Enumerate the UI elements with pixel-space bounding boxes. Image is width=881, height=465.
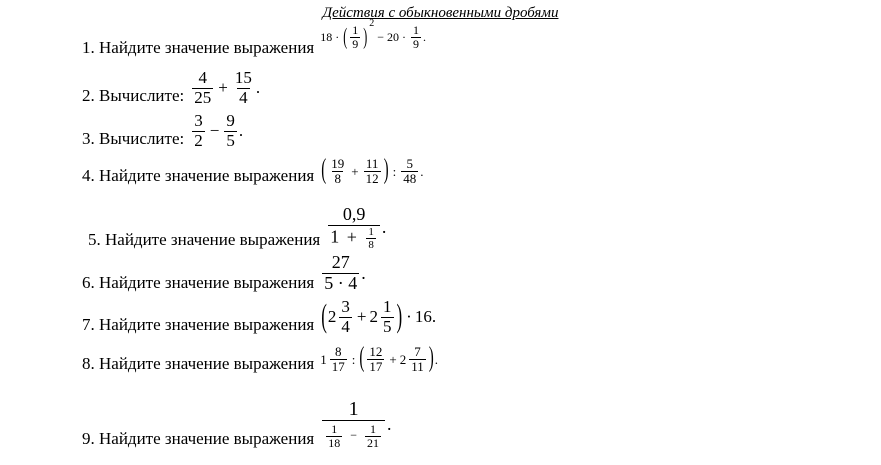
numerator: 1: [383, 297, 392, 316]
fraction: [401, 157, 418, 187]
problem-9-label: 9. Найдите значение выражения: [82, 429, 315, 449]
numerator: 7: [414, 344, 421, 359]
problem-7-expression: [320, 298, 436, 336]
denominator: 12: [365, 171, 379, 187]
problem-4-expression: [320, 157, 423, 187]
left-paren: (: [321, 155, 327, 187]
denominator: 9: [352, 37, 359, 52]
problem-3-label: 3. Вычислите:: [82, 129, 185, 149]
fraction: [364, 157, 381, 187]
denominator: 9: [413, 37, 420, 52]
numerator: 12: [369, 344, 383, 359]
period: .: [434, 351, 438, 367]
denominator: 11: [411, 359, 424, 375]
operator: :: [351, 351, 356, 367]
numerator: 8: [334, 344, 342, 359]
problem-5-expression: [326, 205, 386, 251]
denominator: 8: [334, 171, 341, 187]
fraction: [409, 345, 426, 375]
left-paren: (: [359, 343, 365, 375]
fraction: [224, 112, 237, 150]
numerator: 3: [194, 111, 203, 130]
operator: −: [377, 30, 385, 45]
problem-9: [82, 398, 392, 450]
numerator: 5: [406, 156, 413, 171]
operator: −: [350, 428, 358, 443]
numerator: 1: [352, 23, 359, 37]
fraction: [192, 69, 213, 107]
denominator: [328, 225, 380, 251]
numerator: 3: [341, 297, 350, 316]
operator: +: [389, 351, 397, 367]
numerator: 1: [413, 23, 420, 37]
problem-6-label: 6. Найдите значение выражения: [82, 272, 315, 292]
operator: +: [351, 163, 359, 179]
problem-8: [82, 345, 438, 375]
denominator: 21: [367, 436, 380, 451]
term: 20: [387, 30, 400, 45]
denominator: 2: [194, 130, 203, 150]
problem-2: [82, 69, 260, 107]
period: .: [255, 78, 261, 98]
denominator: 4: [341, 316, 350, 336]
numerator: 19: [331, 156, 345, 171]
problem-5-label: 5. Найдите значение выражения: [88, 229, 321, 249]
whole-part: 1: [320, 351, 327, 367]
period: .: [238, 121, 244, 141]
whole-part: 2: [399, 351, 407, 367]
problem-2-expression: [190, 69, 260, 107]
problem-6: [82, 253, 366, 294]
numerator: 15: [234, 68, 252, 87]
denominator: 48: [403, 171, 417, 187]
period: .: [361, 262, 366, 283]
denominator: 8: [368, 238, 374, 251]
exponent: 2: [369, 18, 375, 30]
operator: −: [209, 121, 220, 141]
fraction: [322, 398, 385, 450]
problem-1: [82, 18, 427, 59]
operator: ·: [335, 30, 340, 45]
period: .: [387, 413, 392, 434]
fraction: [339, 298, 352, 336]
problem-4: [82, 157, 423, 187]
right-paren: ): [383, 155, 389, 187]
fraction: [330, 345, 347, 375]
denominator: 17: [369, 359, 383, 375]
period: .: [431, 307, 437, 327]
fraction: [328, 205, 380, 251]
operator: +: [356, 307, 367, 327]
fraction: [366, 226, 376, 251]
period: .: [423, 30, 427, 45]
problem-8-label: 8. Найдите значение выражения: [82, 353, 315, 373]
numerator: 1: [331, 422, 338, 436]
right-paren: ): [428, 343, 434, 375]
fraction: [365, 423, 381, 450]
numerator: 1: [370, 422, 377, 436]
denominator: [322, 420, 385, 450]
problem-3-expression: [190, 112, 243, 150]
fraction: [192, 112, 205, 150]
left-paren: (: [343, 23, 348, 51]
denominator: 17: [331, 359, 345, 375]
operator: +: [218, 78, 228, 98]
problem-5: [88, 205, 386, 251]
numerator: 1: [348, 398, 359, 420]
problem-7-label: 7. Найдите значение выражения: [82, 315, 315, 335]
problem-3: [82, 112, 243, 150]
term: 16: [414, 307, 432, 327]
right-paren: ): [396, 298, 403, 335]
problem-1-expression: [320, 18, 427, 52]
fraction: [381, 298, 394, 336]
numerator: 11: [365, 156, 379, 171]
operator: :: [392, 163, 397, 179]
problem-4-label: 4. Найдите значение выражения: [82, 165, 315, 185]
problem-7: [82, 298, 436, 336]
problem-1-label: 1. Найдите значение выражения: [82, 38, 315, 58]
numerator: 0,9: [342, 204, 366, 224]
whole-part: 2: [369, 307, 378, 327]
numerator: 4: [198, 68, 207, 87]
whole-part: 2: [327, 307, 337, 327]
fraction: [329, 157, 346, 187]
fraction: [411, 24, 421, 51]
numerator: 1: [368, 225, 374, 238]
term: 18: [320, 30, 333, 45]
period: .: [420, 163, 424, 179]
worksheet-title: Действия с обыкновенными дробями: [322, 5, 559, 21]
denominator: 18: [328, 436, 341, 451]
problem-8-expression: [320, 345, 438, 375]
problem-6-expression: [320, 253, 366, 294]
problem-2-label: 2. Вычислите:: [82, 86, 185, 106]
fraction: [233, 69, 254, 107]
denominator: 5: [226, 130, 235, 150]
left-paren: (: [321, 298, 327, 335]
operator: ·: [402, 30, 407, 45]
fraction: [322, 253, 359, 294]
fraction: [326, 423, 342, 450]
operator: +: [346, 226, 357, 247]
numerator: 27: [331, 252, 350, 272]
operator: ·: [406, 307, 412, 327]
fraction: [367, 345, 384, 375]
fraction: [350, 24, 360, 51]
term: 1: [330, 226, 340, 247]
denominator: 4: [239, 87, 248, 107]
period: .: [381, 217, 387, 238]
denominator: 25: [194, 87, 212, 107]
denominator: 5 · 4: [324, 272, 358, 293]
right-paren: ): [363, 23, 368, 51]
denominator: 5: [383, 316, 392, 336]
numerator: 9: [226, 111, 235, 130]
problem-9-expression: [320, 398, 391, 450]
